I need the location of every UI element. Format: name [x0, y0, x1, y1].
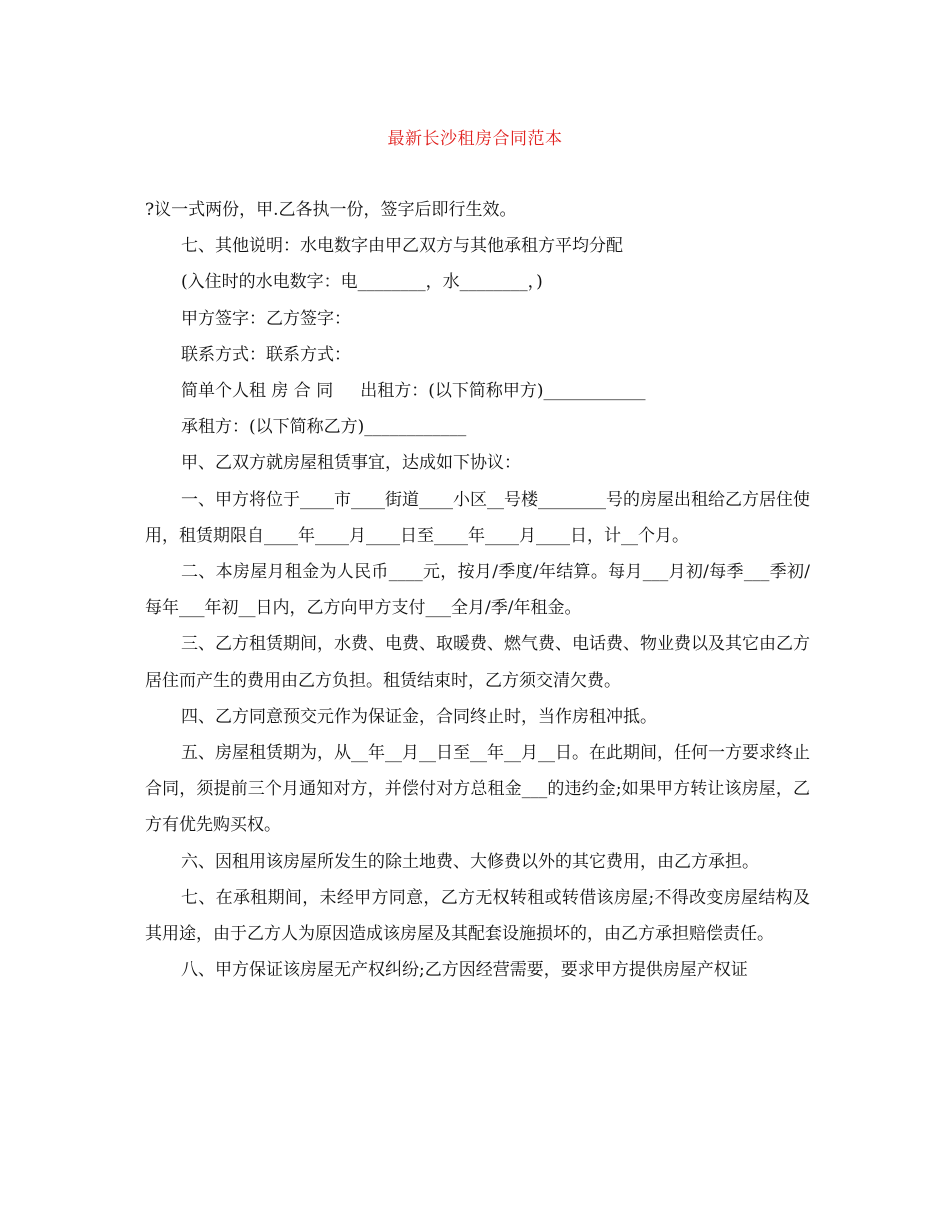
paragraph-other-notes: 七、其他说明：水电数字由甲乙双方与其他承租方平均分配 — [181, 236, 623, 257]
paragraph-clause-2: 二、本房屋月租金为人民币____元，按月/季度/年结算。每月___月初/每季___季初/每年___年初__日内，乙方向甲方支付___全月/季/年租金。 — [145, 562, 810, 619]
paragraph-meter-readings: (入住时的水电数字：电________，水________，) — [181, 272, 543, 293]
paragraph-clause-3: 三、乙方租赁期间，水费、电费、取暖费、燃气费、电话费、物业费以及其它由乙方居住而产生的费用由乙方负担。租赁结束时，乙方须交清欠费。 — [145, 634, 810, 691]
paragraph-contacts: 联系方式：联系方式： — [181, 344, 351, 365]
paragraph-continuation: ?议一式两份，甲.乙各执一份，签字后即行生效。 — [145, 200, 517, 220]
document-body — [145, 192, 810, 988]
paragraph-clause-1: 一、甲方将位于____市____街道____小区__号楼________号的房屋出租给乙方居住使用，租赁期限自____年____月____日至____年____月____日，计__个月。 — [145, 489, 810, 546]
paragraph-clause-7: 七、在承租期间，未经甲方同意，乙方无权转租或转借该房屋;不得改变房屋结构及其用途，由于乙方人为原因造成该房屋及其配套设施损坏的，由乙方承担赔偿责任。 — [145, 887, 810, 945]
paragraph-clause-5: 五、房屋租赁期为，从__年__月__日至__年__月__日。在此期间，任何一方要求终止合同，须提前三个月通知对方，并偿付对方总租金___的违约金;如果甲方转让该房屋，乙方有优先购买权。 — [145, 743, 810, 836]
paragraph-lessor: 简单个人租 房 合 同 出租方：(以下简称甲方)____________ — [181, 381, 646, 402]
paragraph-clause-6: 六、因租用该房屋所发生的除土地费、大修费以外的其它费用，由乙方承担。 — [181, 851, 759, 872]
paragraph-clause-8: 八、甲方保证该房屋无产权纠纷;乙方因经营需要，要求甲方提供房屋产权证 — [181, 960, 748, 981]
paragraph-lessee: 承租方：(以下简称乙方)____________ — [181, 417, 467, 438]
paragraph-agreement-intro: 甲、乙双方就房屋租赁事宜，达成如下协议： — [181, 453, 521, 474]
paragraph-signatures: 甲方签字：乙方签字： — [181, 308, 351, 329]
document-title: 最新长沙租房合同范本 — [387, 129, 563, 149]
paragraph-clause-4: 四、乙方同意预交元作为保证金，合同终止时，当作房租冲抵。 — [181, 706, 657, 727]
